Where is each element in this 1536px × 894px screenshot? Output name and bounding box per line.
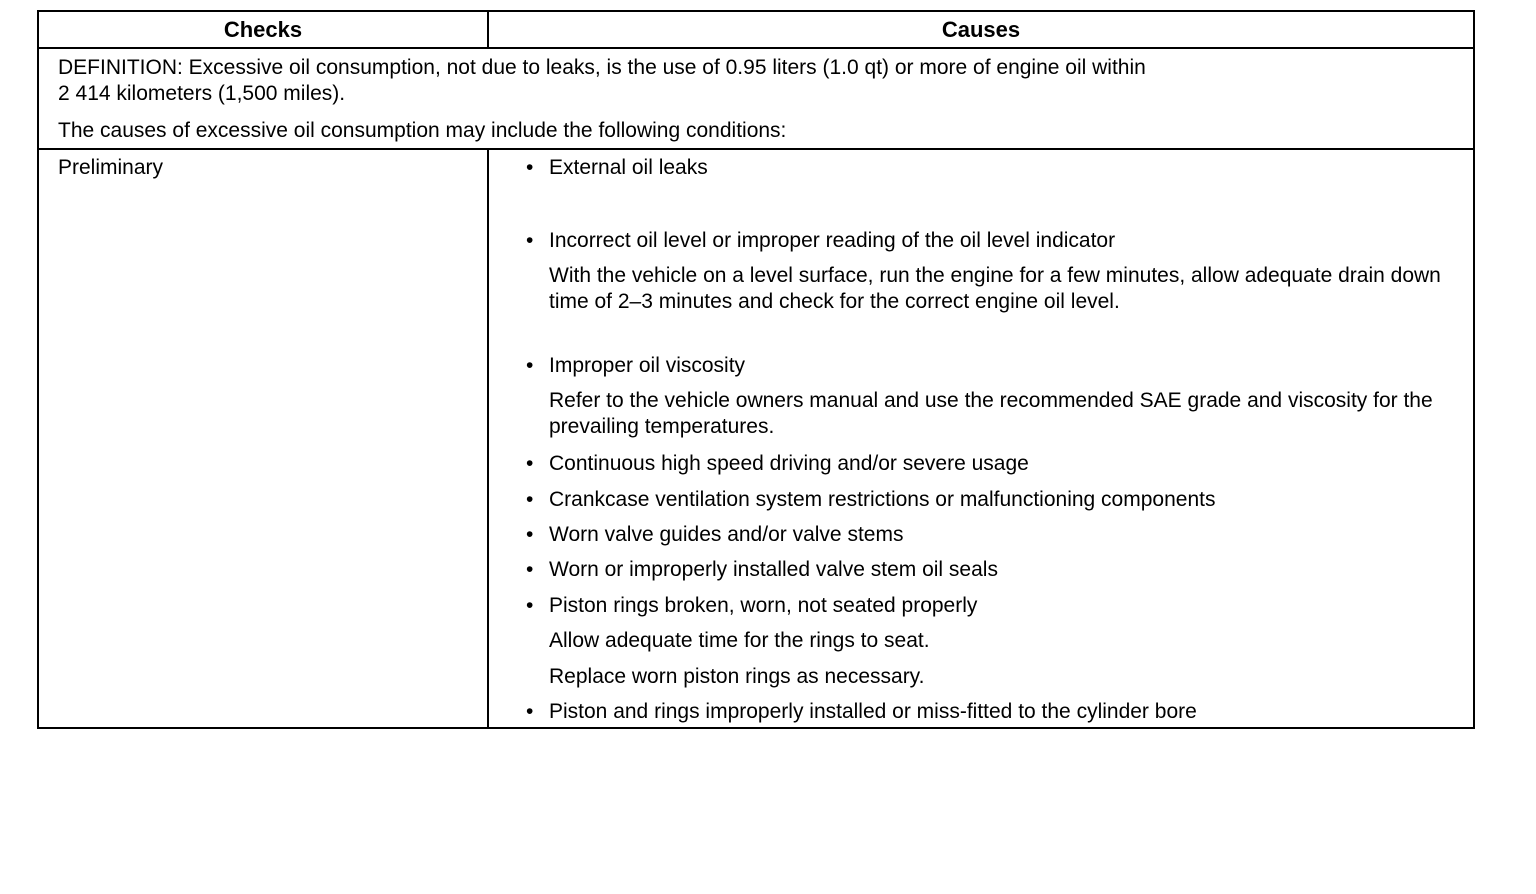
bullet-icon: • [526, 594, 534, 617]
bullet-icon: • [526, 700, 534, 723]
bullet-icon: • [526, 558, 534, 581]
definition-text [58, 55, 1418, 107]
cause-item [526, 557, 1449, 583]
definition-row [39, 49, 1473, 150]
bullet-icon: • [526, 156, 534, 179]
cause-text: Piston rings broken, worn, not seated properly [549, 594, 978, 617]
definition-line-1: DEFINITION: Excessive oil consumption, not due to leaks, is the use of 0.95 liters (1.0 qt) or more of engine oil within [58, 56, 1146, 79]
check-preliminary: Preliminary [58, 156, 164, 179]
cause-item [526, 487, 1449, 513]
bullet-icon: • [526, 354, 534, 377]
cause-text: Worn valve guides and/or valve stems [549, 523, 904, 546]
cause-item [526, 155, 1449, 181]
bullet-icon: • [526, 452, 534, 475]
cause-note: With the vehicle on a level surface, run the engine for a few minutes, allow adequate drain down time of 2–3 minutes and check for the correct engine oil level. [549, 264, 1441, 313]
cause-note: Replace worn piston rings as necessary. [549, 665, 925, 688]
cause-text: Incorrect oil level or improper reading of the oil level indicator [549, 229, 1116, 252]
cause-item [526, 593, 1449, 619]
checks-cell [39, 150, 489, 727]
cause-text: Piston and rings improperly installed or miss-fitted to the cylinder bore [549, 700, 1197, 723]
cause-note: Refer to the vehicle owners manual and use the recommended SAE grade and viscosity for the prevailing temperatures. [549, 389, 1433, 438]
causes-cell [489, 150, 1473, 727]
cause-item [526, 353, 1449, 379]
cause-item [526, 228, 1449, 254]
cause-text: Worn or improperly installed valve stem oil seals [549, 558, 998, 581]
cause-text: Continuous high speed driving and/or severe usage [549, 452, 1029, 475]
oil-consumption-table [37, 10, 1475, 729]
cause-item [526, 522, 1449, 548]
cause-item [526, 451, 1449, 477]
definition-note: The causes of excessive oil consumption may include the following conditions: [58, 119, 787, 142]
bullet-icon: • [526, 229, 534, 252]
cause-text: Improper oil viscosity [549, 354, 746, 377]
bullet-icon: • [526, 488, 534, 511]
cause-item [526, 699, 1449, 725]
cause-text: External oil leaks [549, 156, 708, 179]
table-header-row [39, 12, 1473, 49]
causes-column-header: Causes [941, 16, 1021, 42]
cause-note: Allow adequate time for the rings to seat. [549, 629, 930, 652]
bullet-icon: • [526, 523, 534, 546]
checks-column-header: Checks [39, 12, 489, 47]
cause-text: Crankcase ventilation system restrictions or malfunctioning components [549, 488, 1216, 511]
table-body-row [39, 150, 1473, 727]
definition-line-2: 2 414 kilometers (1,500 miles). [58, 82, 346, 105]
